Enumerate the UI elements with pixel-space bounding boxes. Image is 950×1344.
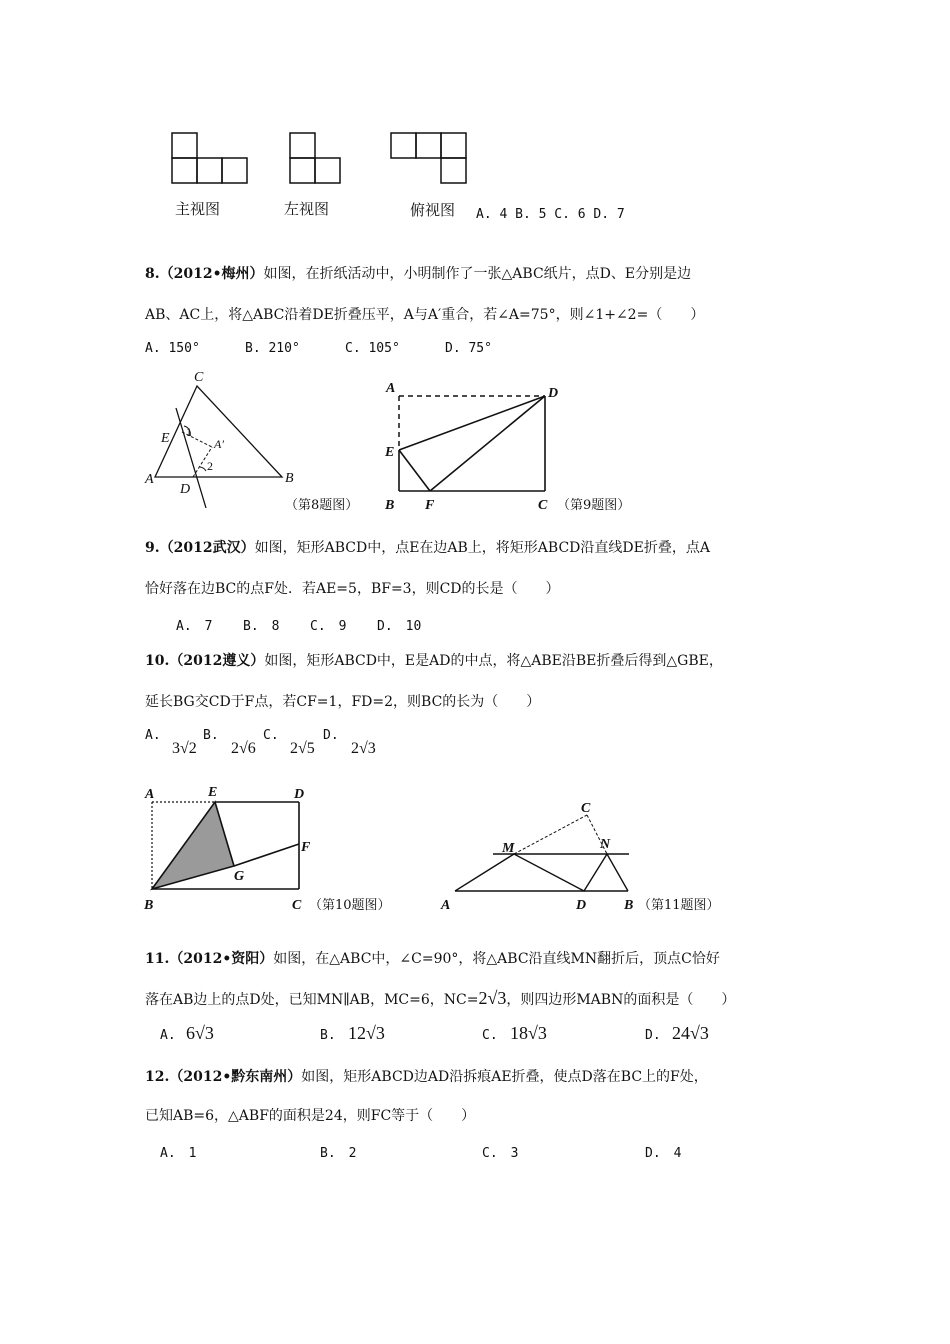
q9-caption: （第9题图） xyxy=(557,498,631,513)
q10-option-a-value: 3√2 xyxy=(172,740,197,757)
q11-option-b-letter: B. xyxy=(320,1028,336,1043)
q9-number: 9. xyxy=(145,540,160,556)
q9-option-c: C. 9 xyxy=(310,619,347,634)
q9-label-d: D xyxy=(548,386,559,401)
q8-label-1: 1 xyxy=(186,425,192,439)
q12-option-d: D. 4 xyxy=(645,1146,682,1161)
q11-source: （2012•资阳） xyxy=(169,951,274,967)
q8-label-a-prime: A′ xyxy=(214,437,224,451)
q11-label-d: D xyxy=(576,898,587,913)
top-view-label: 俯视图 xyxy=(410,202,456,219)
q11-option-d-letter: D. xyxy=(645,1028,661,1043)
q8-option-d: D. 75° xyxy=(445,341,492,356)
q10-option-d-letter: D. xyxy=(323,728,339,743)
q8-number: 8. xyxy=(145,266,160,282)
q12-stem-line2: 已知AB=6，△ABF的面积是24，则FC等于（ ） xyxy=(145,1108,476,1124)
q10-option-c-value: 2√5 xyxy=(290,740,315,757)
q10-option-b-value: 2√6 xyxy=(231,740,256,757)
q10-option-b-letter: B. xyxy=(203,728,219,743)
front-view-label: 主视图 xyxy=(175,201,221,218)
q12-option-b: B. 2 xyxy=(320,1146,357,1161)
q8-label-a: A xyxy=(145,472,154,487)
q11-option-d-value: 24√3 xyxy=(672,1023,709,1043)
q9-label-b: B xyxy=(385,498,395,513)
q8-source: （2012•梅州） xyxy=(159,266,264,282)
q10-label-b: B xyxy=(144,898,154,913)
q10-label-c: C xyxy=(292,898,302,913)
q8-option-c: C. 105° xyxy=(345,341,400,356)
q8-stem-line2: AB、AC上，将△ABC沿着DE折叠压平，A与A′重合，若∠A=75°，则∠1+∠2=（ ） xyxy=(145,307,705,323)
q8-text1: 如图，在折纸活动中，小明制作了一张△ABC纸片，点D、E分别是边 xyxy=(263,266,692,282)
q9-label-c: C xyxy=(538,498,548,513)
q10-label-a: A xyxy=(145,787,155,802)
q9-label-f: F xyxy=(425,498,435,513)
q8-label-b: B xyxy=(285,471,294,486)
q10-text1: 如图，矩形ABCD中，E是AD的中点，将△ABE沿BE折叠后得到△GBE， xyxy=(264,653,723,669)
q10-label-e: E xyxy=(208,785,218,800)
q8-label-e: E xyxy=(161,431,170,446)
left-view-label: 左视图 xyxy=(284,201,330,218)
q7-options: A. 4 B. 5 C. 6 D. 7 xyxy=(476,207,625,222)
q9-option-b: B. 8 xyxy=(243,619,280,634)
q10-number: 10. xyxy=(145,653,170,669)
q11-stem-line1 xyxy=(145,948,720,968)
q9-option-d: D. 10 xyxy=(377,619,422,634)
q11-label-a: A xyxy=(441,898,451,913)
q8-option-a: A. 150° xyxy=(145,341,200,356)
q10-label-d: D xyxy=(294,787,305,802)
q10-option-d-value: 2√3 xyxy=(351,740,376,757)
q11-option-b-value: 12√3 xyxy=(348,1023,385,1043)
q8-label-d: D xyxy=(180,482,191,497)
q12-text1: 如图，矩形ABCD边AD沿拆痕AE折叠，使点D落在BC上的F处， xyxy=(301,1069,708,1085)
q11-label-m: M xyxy=(502,841,515,856)
q10-stem-line2: 延长BG交CD于F点，若CF=1，FD=2，则BC的长为（ ） xyxy=(145,694,541,710)
q8-option-b: B. 210° xyxy=(245,341,300,356)
q10-source: （2012遵义） xyxy=(169,653,265,669)
q9-text1: 如图，矩形ABCD中，点E在边AB上，将矩形ABCD沿直线DE折叠，点A xyxy=(254,540,710,556)
q8-caption: （第8题图） xyxy=(285,498,359,513)
q11-number: 11. xyxy=(145,951,170,967)
q12-option-a: A. 1 xyxy=(160,1146,197,1161)
q9-option-a: A. 7 xyxy=(176,619,213,634)
q8-label-2: 2 xyxy=(207,459,213,473)
q11-option-c-letter: C. xyxy=(482,1028,498,1043)
q9-label-e: E xyxy=(385,445,395,460)
q8-label-c: C xyxy=(194,370,204,385)
q11-stem-line2 xyxy=(145,988,735,1009)
q10-option-a-letter: A. xyxy=(145,728,161,743)
q11-label-b: B xyxy=(624,898,634,913)
q12-option-c: C. 3 xyxy=(482,1146,519,1161)
q11-text2-b: ，则四边形MABN的面积是（ ） xyxy=(506,992,736,1008)
q9-source: （2012武汉） xyxy=(159,540,255,556)
q11-option-a-value: 6√3 xyxy=(186,1023,214,1043)
q11-option-a-letter: A. xyxy=(160,1028,176,1043)
q11-label-n: N xyxy=(600,837,611,852)
q12-source: （2012•黔东南州） xyxy=(169,1069,302,1085)
q10-label-f: F xyxy=(301,840,311,855)
q11-option-c-value: 18√3 xyxy=(510,1023,547,1043)
q10-label-g: G xyxy=(234,869,245,884)
q10-caption: （第10题图） xyxy=(309,898,391,913)
q9-stem-line2: 恰好落在边BC的点F处．若AE=5，BF=3，则CD的长是（ ） xyxy=(145,581,560,597)
q11-caption: （第11题图） xyxy=(638,898,720,913)
q11-label-c: C xyxy=(581,801,591,816)
q9-label-a: A xyxy=(386,381,396,396)
q11-text2-a: 落在AB边上的点D处，已知MN∥AB，MC=6，NC= xyxy=(145,992,479,1008)
q11-nc-value: 2√3 xyxy=(478,988,507,1008)
q12-number: 12. xyxy=(145,1069,170,1085)
q11-text1: 如图，在△ABC中，∠C=90°，将△ABC沿直线MN翻折后，顶点C恰好 xyxy=(273,951,720,967)
q10-option-c-letter: C. xyxy=(263,728,279,743)
q12-stem-line1 xyxy=(145,1066,708,1086)
